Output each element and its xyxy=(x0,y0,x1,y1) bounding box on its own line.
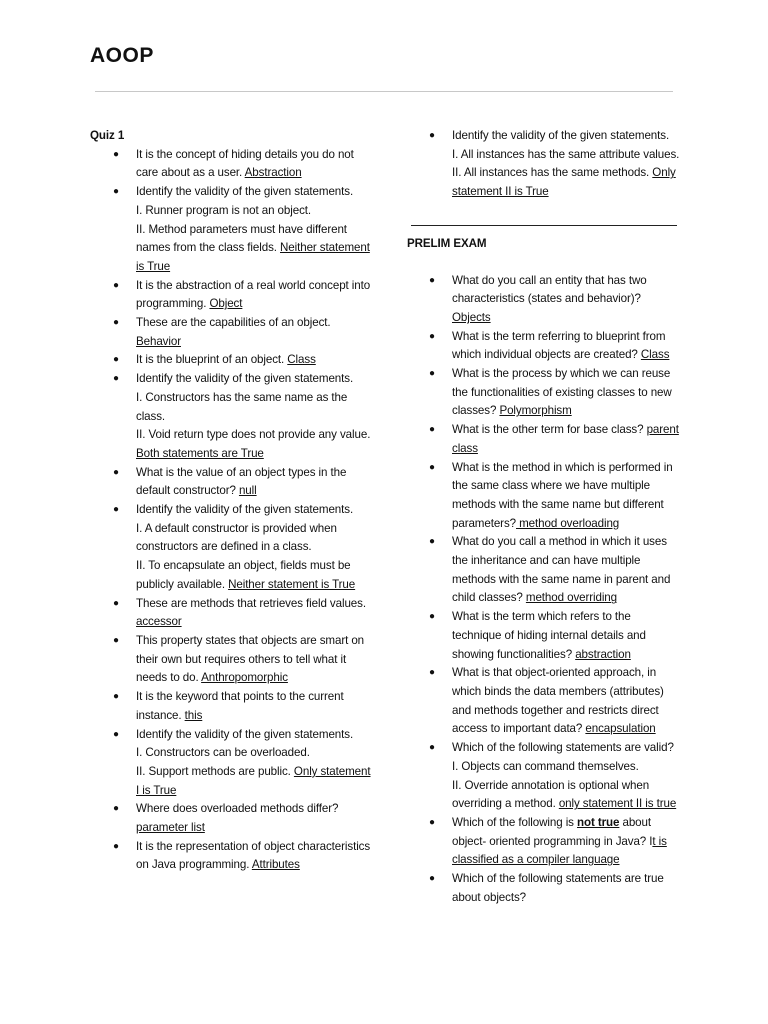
list-item xyxy=(407,421,682,458)
question-text: It is the abstraction of a real world concept into programming. xyxy=(136,278,371,311)
bullet-icon: ● xyxy=(113,597,119,609)
statement-1: I. Constructors can be overloaded. xyxy=(136,746,310,760)
bullet-icon: ● xyxy=(113,373,119,385)
question-text: It is the keyword that points to the current instance. xyxy=(136,690,344,722)
bullet-icon: ● xyxy=(429,330,435,342)
answer-text: Object xyxy=(209,297,243,311)
bullet-icon: ● xyxy=(429,667,435,679)
statement-1: I. Runner program is not an object. xyxy=(136,203,312,217)
answer-text: Neither statement is True xyxy=(136,241,370,273)
bullet-icon: ● xyxy=(429,742,435,754)
list-item xyxy=(407,608,682,664)
statement-1: I. Constructors has the same name as the class. xyxy=(136,390,348,423)
statement-2: II. Override annotation is optional when overriding a method. xyxy=(452,778,650,811)
question-text: What is the term which refers to the technique of hiding internal details and showing functionalities? xyxy=(452,610,646,661)
list-item xyxy=(90,632,372,688)
list-item xyxy=(90,351,372,370)
question-text: Identify the validity of the given statements. xyxy=(136,185,354,199)
list-item xyxy=(90,501,372,595)
list-item xyxy=(407,272,682,328)
statement-2: II. Support methods are public. xyxy=(136,764,294,778)
list-item xyxy=(90,314,372,351)
question-text: It is the representation of object characteristics on Java programming. xyxy=(136,839,371,872)
list-item xyxy=(407,533,682,608)
answer-text: accessor xyxy=(136,615,182,629)
answer-text: Neither statement is True xyxy=(228,577,356,591)
bullet-icon: ● xyxy=(113,186,119,198)
answer-text: t is classified as a compiler language xyxy=(452,834,667,867)
answer-text: method overriding xyxy=(525,591,618,605)
statement-2: II. All instances has the same methods. xyxy=(452,166,653,180)
quiz1-heading: Quiz 1 xyxy=(90,129,125,142)
bullet-icon: ● xyxy=(113,354,119,366)
bullet-icon: ● xyxy=(113,466,119,478)
list-item xyxy=(407,127,682,202)
list-item xyxy=(90,277,372,314)
statement-1: I. Objects can command themselves. xyxy=(452,759,639,773)
statement-1: I. A default constructor is provided when constructors are defined in a class. xyxy=(136,521,337,554)
answer-text: Only statement I is True xyxy=(136,764,371,797)
right-column xyxy=(407,127,682,907)
list-item xyxy=(407,365,682,421)
list-item xyxy=(407,739,682,814)
question-text: These are the capabilities of an object. xyxy=(136,316,331,330)
answer-text: Objects xyxy=(452,310,491,324)
list-item xyxy=(90,370,372,464)
question-text: What is the other term for base class? xyxy=(452,423,647,437)
prelim-list xyxy=(407,272,682,908)
question-text: It is the blueprint of an object. xyxy=(136,353,288,367)
question-text: What do you call a method in which it uses the inheritance and can have multiple methods with the same name in parent and child classes? xyxy=(452,535,671,605)
question-text: Identify the validity of the given statements. xyxy=(452,129,670,142)
answer-text: only statement II is true xyxy=(558,797,677,811)
answer-text: Polymorphism xyxy=(499,404,572,418)
list-item xyxy=(90,595,372,632)
emphasis-text: not true xyxy=(577,815,620,829)
answer-text: this xyxy=(184,708,203,722)
answer-text: null xyxy=(238,484,257,498)
bullet-icon: ● xyxy=(429,816,435,828)
answer-text: Class xyxy=(287,353,316,367)
statement-2: II. Method parameters must have different names from the class fields. xyxy=(136,222,347,255)
quiz1-list xyxy=(90,146,372,875)
answer-text: Attributes xyxy=(251,858,300,872)
list-item xyxy=(90,464,372,501)
answer-text: encapsulation xyxy=(585,722,656,736)
answer-text: parameter list xyxy=(136,821,205,835)
question-text: What is the method in which is performed in the same class where we have multiple methods with the same name but different parameters? xyxy=(452,460,673,530)
question-text: What is the value of an object types in the default constructor? xyxy=(136,465,347,498)
answer-text: Class xyxy=(640,348,670,362)
list-item xyxy=(407,664,682,739)
bullet-icon: ● xyxy=(113,148,119,160)
answer-text: Both statements are True xyxy=(136,446,264,460)
bullet-icon: ● xyxy=(113,504,119,516)
list-item xyxy=(407,328,682,365)
answer-text: abstraction xyxy=(575,647,631,661)
bullet-icon: ● xyxy=(113,279,119,291)
question-text-continued: about object- oriented programming in Java? I xyxy=(452,815,653,848)
answer-text: Abstraction xyxy=(244,166,302,180)
bullet-icon: ● xyxy=(113,840,119,852)
list-item xyxy=(90,183,372,277)
question-text: Which of the following statements are true about objects? xyxy=(452,872,664,904)
bullet-icon: ● xyxy=(429,611,435,623)
list-item xyxy=(407,459,682,534)
bullet-icon: ● xyxy=(113,691,119,703)
list-item xyxy=(90,800,372,837)
list-item xyxy=(90,688,372,725)
answer-text: Only statement II is True xyxy=(452,166,676,199)
question-text: Identify the validity of the given statements. xyxy=(136,727,354,741)
question-text: What is the process by which we can reuse the functionalities of existing classes to new classes? xyxy=(452,367,672,418)
answer-text: method overloading xyxy=(516,516,620,530)
left-column xyxy=(90,127,372,875)
list-item xyxy=(407,814,682,870)
bullet-icon: ● xyxy=(429,274,435,286)
statement-2: II. To encapsulate an object, fields must be publicly available. xyxy=(136,559,351,591)
section-divider xyxy=(411,225,677,226)
list-item xyxy=(90,726,372,801)
question-text: Identify the validity of the given statements. xyxy=(136,372,354,386)
prelim-heading: PRELIM EXAM xyxy=(407,236,487,250)
bullet-icon: ● xyxy=(113,634,119,646)
bullet-icon: ● xyxy=(113,317,119,329)
bullet-icon: ● xyxy=(429,536,435,548)
answer-text: parent class xyxy=(452,423,679,455)
bullet-icon: ● xyxy=(429,461,435,473)
question-text: Which of the following is xyxy=(452,815,577,829)
bullet-icon: ● xyxy=(113,803,119,815)
question-text: These are methods that retrieves field values. xyxy=(136,596,366,610)
question-text: What is that object-oriented approach, in which binds the data members (attributes) and methods together and restricts direct access to important data? xyxy=(452,666,664,736)
question-text: This property states that objects are smart on their own but requires others to tell what it needs to do. xyxy=(136,633,365,685)
question-text: Where does overloaded methods differ? xyxy=(136,802,339,816)
bullet-icon: ● xyxy=(429,130,435,141)
question-text: Identify the validity of the given statements. xyxy=(136,503,354,517)
bullet-icon: ● xyxy=(429,368,435,380)
question-text: What is the term referring to blueprint from which individual objects are created? xyxy=(452,329,666,362)
bullet-icon: ● xyxy=(113,728,119,740)
list-item xyxy=(407,870,682,907)
question-text: It is the concept of hiding details you do not care about as a user. xyxy=(136,147,354,180)
document-title: AOOP xyxy=(90,44,154,67)
question-text: What do you call an entity that has two characteristics (states and behavior)? xyxy=(452,273,647,306)
question-text: Which of the following statements are valid? xyxy=(452,741,674,755)
title-divider xyxy=(95,91,673,92)
bullet-icon: ● xyxy=(429,873,435,885)
list-item xyxy=(90,146,372,183)
list-item xyxy=(90,838,372,875)
statement-2: II. Void return type does not provide any value. xyxy=(136,428,371,442)
bullet-icon: ● xyxy=(429,424,435,436)
quiz1-continued-list xyxy=(407,127,682,202)
answer-text: Anthropomorphic xyxy=(201,671,288,685)
answer-text: Behavior xyxy=(136,334,181,348)
statement-1: I. All instances has the same attribute values. xyxy=(452,147,680,161)
